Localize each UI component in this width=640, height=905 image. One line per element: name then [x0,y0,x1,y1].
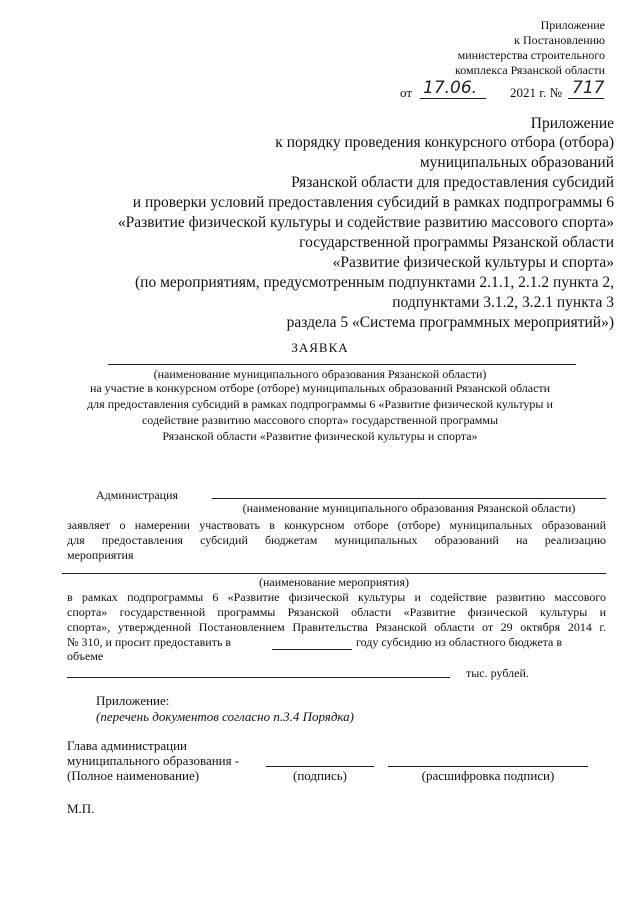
volume-label: объеме [67,649,104,663]
admin-caption: (наименование муниципального образования Рязанской области) [242,501,576,515]
top-appendix-line: комплекса Рязанской области [455,63,605,77]
attachment-note: (перечень документов согласно п.3.4 Порядка) [96,709,355,724]
header-line: Рязанской области «Развитие физической культуры и спорта» [162,429,478,443]
year-blank-line [272,649,352,650]
admin-label: Администрация [96,488,179,502]
top-appendix-line: Приложение [540,18,605,32]
order-appendix-line: муниципальных образований [419,154,614,171]
stamp-place: М.П. [67,801,95,816]
year-number-label: 2021 г. № [510,85,563,100]
order-appendix-line: государственной программы Рязанской области [299,234,614,251]
request-text-continued: году субсидию из областного бюджета в [356,635,563,649]
header-line: для предоставления субсидий в рамках подпрограммы 6 «Развитие физической культуры и [87,397,553,411]
page-title: ЗАЯВКА [291,340,349,355]
header-line: на участие в конкурсном отборе (отборе) муниципальных образований Рязанской области [89,381,551,395]
header-line: содействие развитию массового спорта» государственной программы [141,413,499,427]
program-line: спорта», утвержденной Постановлением Правительства Рязанской области от 29 октября 2014 г. [67,620,606,634]
admin-name-line [212,498,606,499]
date-underline [420,98,486,99]
signature-caption: (подпись) [293,768,347,783]
order-appendix-line: к порядку проведения конкурсного отбора (отбора) [275,134,614,151]
handwritten-number: 717 [572,78,605,98]
municipality-caption: (наименование муниципального образования Рязанской области) [153,367,487,381]
statement-line: заявляет о намерении участвовать в конкурсном отборе (отборе) муниципальных образований [67,518,606,532]
signature-decode-line [388,766,588,767]
order-appendix-line: «Развитие физической культуры и спорта» [332,254,614,271]
request-text: № 310, и просит предоставить в [67,635,232,649]
event-caption: (наименование мероприятия) [259,575,409,589]
statement-line: для предоставления субсидий бюджетам муниципальных образований на реализацию [67,533,606,547]
program-line: в рамках подпрограммы 6 «Развитие физической культуры и содействие развитию массового [67,590,606,604]
full-name-caption: (Полное наименование) [67,768,200,783]
top-appendix-line: к Постановлению [514,33,605,47]
order-appendix-line: и проверки условий предоставления субсидий в рамках подпрограммы 6 [132,194,614,211]
attachment-label: Приложение: [96,693,170,708]
signature-subtitle: муниципального образования - [67,753,240,768]
order-appendix-line: Приложение [530,115,614,132]
handwritten-date: 17.06. [423,78,478,98]
order-appendix-line: (по мероприятиям, предусмотренным подпунктами 2.1.1, 2.1.2 пункта 2, [135,274,614,291]
order-appendix-line: раздела 5 «Система программных мероприятий») [286,314,614,331]
number-underline [568,98,604,99]
top-appendix-line: министерства строительного [457,48,605,62]
date-prefix: от [400,85,413,100]
order-appendix-line: подпунктами 3.1.2, 3.2.1 пункта 3 [392,294,614,311]
event-name-line [62,573,606,574]
municipality-name-line [108,364,576,365]
signature-decode-caption: (расшифровка подписи) [421,768,555,783]
statement-line: мероприятия [67,548,134,562]
signature-line [266,766,374,767]
currency-label: тыс. рублей. [466,666,529,680]
order-appendix-line: Рязанской области для предоставления субсидий [291,174,614,191]
program-line: спорта» государственной программы Рязанской области «Развитие физической культуры и [67,605,606,619]
order-appendix-line: «Развитие физической культуры и содействие развитию массового спорта» [117,214,614,231]
signature-title: Глава администрации [67,738,188,753]
amount-line [67,677,450,678]
